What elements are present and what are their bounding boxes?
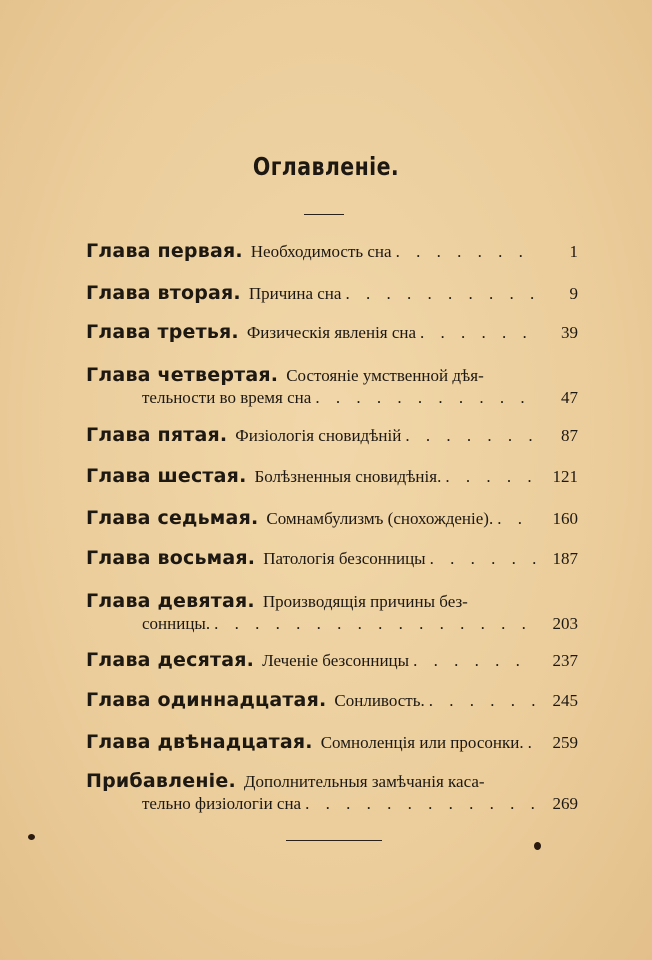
chapter-title: Сомнамбулизмъ (снохожденіе). [266, 509, 494, 528]
toc-entry-9 [86, 590, 578, 638]
page-number: 47 [561, 388, 578, 407]
chapter-title: Патологія безсонницы [263, 549, 426, 568]
dot-leader [413, 651, 536, 671]
page-number: 9 [569, 284, 578, 303]
chapter-label: Глава шестая. [86, 465, 247, 487]
page-number: 245 [552, 691, 578, 710]
toc-entry-7 [86, 507, 578, 531]
dot-leader [396, 242, 536, 262]
bottom-divider [286, 840, 382, 841]
chapter-title: Причина сна [248, 284, 342, 303]
dot-leader [430, 549, 536, 569]
chapter-label: Глава двѣнадцатая. [86, 731, 313, 753]
chapter-title-continued: сонницы. [142, 614, 211, 633]
toc-entry-13 [86, 770, 578, 818]
chapter-label: Глава первая. [86, 240, 243, 262]
chapter-label: Глава четвертая. [86, 364, 279, 386]
toc-entry-1 [86, 240, 578, 264]
dot-leader [429, 691, 536, 711]
chapter-title: Физическія явленія сна [246, 323, 417, 342]
toc-entry-6 [86, 465, 578, 489]
chapter-title: Необходимость сна [250, 242, 392, 261]
dot-leader [405, 426, 536, 446]
chapter-title-continued: тельности во время сна [142, 388, 312, 407]
dot-leader [345, 284, 536, 304]
dot-leader [420, 323, 536, 343]
dot-leader [445, 467, 536, 487]
chapter-title: Леченіе безсонницы [262, 651, 410, 670]
ink-spot [28, 834, 35, 840]
page-number: 160 [552, 509, 578, 528]
dot-leader [214, 614, 536, 634]
page-number: 187 [552, 549, 578, 568]
toc-entry-10 [86, 649, 578, 673]
page-number: 121 [552, 467, 578, 486]
chapter-label: Глава вторая. [86, 282, 241, 304]
page-number: 39 [561, 323, 578, 342]
chapter-label: Глава девятая. [86, 590, 255, 612]
page-number: 259 [552, 733, 578, 752]
toc-entry-12 [86, 731, 578, 755]
dot-leader [305, 794, 536, 814]
chapter-label: Глава пятая. [86, 424, 228, 446]
chapter-title: Физіологія сновидѣній [235, 426, 402, 445]
toc-entry-8 [86, 547, 578, 571]
dot-leader [497, 509, 536, 529]
dot-leader [315, 388, 536, 408]
chapter-label: Прибавленіе. [86, 770, 236, 792]
chapter-title: Производящія причины без- [262, 592, 468, 611]
chapter-label: Глава седьмая. [86, 507, 259, 529]
chapter-label: Глава третья. [86, 321, 239, 343]
toc-entry-4 [86, 364, 578, 412]
chapter-title: Дополнительныя замѣчанія каса- [243, 772, 485, 791]
ink-spot [534, 842, 541, 850]
toc-entry-2 [86, 282, 578, 306]
page-number: 203 [552, 614, 578, 633]
page-title: Оглавленіе. [252, 152, 400, 181]
chapter-title: Болѣзненныя сновидѣнія. [254, 467, 442, 486]
toc-entry-5 [86, 424, 578, 448]
chapter-title: Сонливость. [334, 691, 425, 710]
toc-entry-11 [86, 689, 578, 713]
page-number: 1 [569, 242, 578, 261]
page-number: 269 [552, 794, 578, 813]
chapter-title-continued: тельно физіологіи сна [142, 794, 302, 813]
dot-leader [528, 733, 536, 753]
chapter-title: Сомноленція или просонки. [320, 733, 524, 752]
chapter-label: Глава восьмая. [86, 547, 256, 569]
chapter-label: Глава одиннадцатая. [86, 689, 327, 711]
page-number: 87 [561, 426, 578, 445]
chapter-label: Глава десятая. [86, 649, 255, 671]
chapter-title: Состояніе умственной дѣя- [286, 366, 484, 385]
page-number: 237 [552, 651, 578, 670]
toc-entry-3 [86, 321, 578, 345]
